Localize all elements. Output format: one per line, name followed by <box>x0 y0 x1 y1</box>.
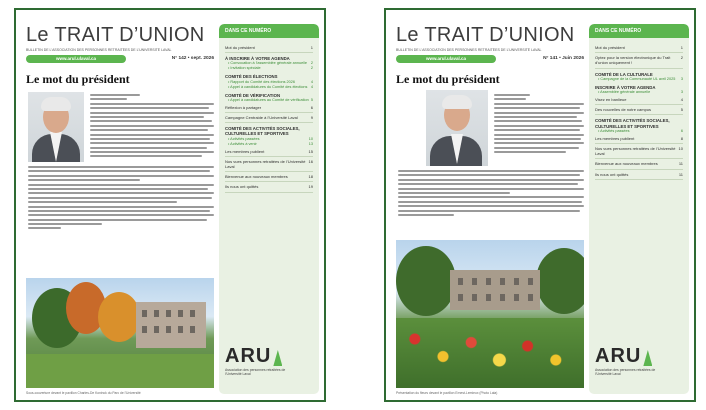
toc-item-page: 2 <box>680 55 683 61</box>
toc-item-page: 5 <box>310 97 313 102</box>
masthead-title: Le TRAIT D’UNION <box>396 24 575 46</box>
toc-item-page: 4 <box>680 97 683 103</box>
toc-item[interactable] <box>595 159 683 169</box>
toc-item-page: 16 <box>308 158 313 164</box>
website-link[interactable]: www.arul.ulaval.ca <box>26 55 126 63</box>
toc-section-heading: COMITÉ DES ÉLECTIONS <box>225 74 278 80</box>
toc-item-label: Visez en banlieue <box>595 97 627 103</box>
toc-item[interactable] <box>595 170 683 180</box>
toc-title: DANS CE NUMÉRO <box>219 24 319 38</box>
toc-item-label: Nos vues personnes retraitées de l’Université Laval <box>595 146 676 157</box>
toc-item[interactable] <box>225 103 313 113</box>
toc-item-label: Nos vues personnes retraitées de l’Université Laval <box>225 158 306 170</box>
toc-item-page: 15 <box>308 148 313 154</box>
toc-list <box>595 43 683 180</box>
toc-item-page: 2 <box>310 61 313 66</box>
toc-item-page: 11 <box>678 171 683 177</box>
toc-section-heading: COMITÉ DE LA CULTURALE <box>595 71 653 77</box>
toc-item-label: • Invitation spéciale <box>228 66 261 71</box>
newsletter-page-141 <box>384 8 696 402</box>
toc-item-label: Les membres publient <box>225 148 265 154</box>
toc-item[interactable] <box>595 144 683 159</box>
logo-tagline: Association des personnes retraitées de l’Université Laval <box>225 368 286 376</box>
president-portrait <box>426 90 488 166</box>
toc-item-page: 13 <box>308 141 313 146</box>
toc-item-label: • Assemblée générale annuelle <box>598 90 651 95</box>
aru-logo <box>595 346 683 382</box>
toc-item-label: Optez pour la version électronique du Trait d’union uniquement ! <box>595 55 671 66</box>
toc-item-page: 3 <box>680 90 683 95</box>
aru-logo <box>225 346 313 382</box>
masthead-title: Le TRAIT D’UNION <box>26 24 205 46</box>
toc-item[interactable] <box>225 172 313 182</box>
toc-item-page: 1 <box>310 45 313 50</box>
article-text-right <box>90 94 214 160</box>
toc-item[interactable] <box>595 134 683 144</box>
toc-section-heading: INSCRIRE À VOTRE AGENDA <box>595 84 656 90</box>
page-headline: Le mot du président <box>396 72 500 86</box>
toc-item-label: Réflexion à partager <box>225 104 262 110</box>
toc-item-page: 5 <box>680 107 683 113</box>
toc-item[interactable] <box>225 113 313 123</box>
toc-item-page: 2 <box>310 66 313 71</box>
toc-item[interactable] <box>595 105 683 115</box>
toc-item-page: 3 <box>680 76 683 81</box>
toc-item-page: 10 <box>308 136 313 141</box>
newsletter-page-142 <box>14 8 326 402</box>
table-of-contents <box>219 24 319 394</box>
toc-item-label: Ils nous ont quittés <box>225 184 259 190</box>
president-portrait <box>28 92 84 162</box>
logo-wordmark: ARU <box>225 345 272 367</box>
issue-number: N° 142 • sept. 2026 <box>171 56 214 61</box>
masthead-subtitle: BULLETIN DE L’ASSOCIATION DES PERSONNES RETRAITÉES DE L’UNIVERSITÉ LAVAL <box>26 48 172 52</box>
toc-section-heading: À INSCRIRE À VOTRE AGENDA <box>225 56 290 62</box>
logo-tagline: Association des personnes retraitées de l’Université Laval <box>595 368 656 376</box>
toc-item-page: 9 <box>310 115 313 121</box>
toc-item-page: 4 <box>310 79 313 84</box>
toc-item-label: • Campagne de la Communauté UL avril 2025 <box>598 76 676 81</box>
toc-item-page: 6 <box>310 104 313 110</box>
leaf-icon <box>643 350 652 366</box>
toc-item-label: • Appel à candidatures au Comité de vérification <box>228 97 309 102</box>
toc-subitem[interactable] <box>225 98 313 103</box>
toc-subitem[interactable] <box>225 66 313 71</box>
toc-section-heading: COMITÉ DES ACTIVITÉS SOCIALES, CULTURELLES ET SPORTIVES <box>595 118 670 129</box>
toc-item-label: • Rapport du Comité des élections 2026 <box>228 79 295 84</box>
toc-list <box>225 43 313 193</box>
photo-caption: Sous-couverture devant le pavillon Charles-De Koninck du Parc de l’Université <box>26 391 141 395</box>
toc-item-label: Mot du président <box>595 45 625 50</box>
toc-item[interactable] <box>595 95 683 105</box>
toc-item-label: • Convocation à l’assemblée générale annuelle <box>228 61 308 66</box>
toc-item-label: • Activités passées <box>598 128 630 133</box>
toc-item-page: 1 <box>680 45 683 50</box>
toc-item-page: 19 <box>308 184 313 190</box>
toc-item[interactable] <box>595 53 683 68</box>
toc-item-label: Ils nous ont quittés <box>595 171 629 177</box>
toc-item-page: 4 <box>310 84 313 89</box>
toc-item-label: Bienvenue aux nouveaux membres <box>225 174 288 180</box>
flowers-photo <box>396 240 584 388</box>
logo-wordmark: ARU <box>595 345 642 367</box>
campus-photo <box>26 278 214 388</box>
toc-title: DANS CE NUMÉRO <box>589 24 689 38</box>
toc-subitem[interactable] <box>225 85 313 90</box>
photo-caption: Présentation du fleurs devant le pavillon Ernest-Lemieux (Photo Lala) <box>396 391 498 395</box>
toc-item-page: 8 <box>680 135 683 141</box>
toc-item-page: 10 <box>678 146 683 152</box>
toc-item-label: Campagne Centraide à l’Université Laval <box>225 115 298 121</box>
issue-number: N° 141 • Juin 2026 <box>543 56 584 61</box>
toc-section-heading: COMITÉ DE VÉRIFICATION <box>225 92 281 98</box>
article-text-full <box>28 166 214 232</box>
toc-item[interactable] <box>225 147 313 157</box>
website-link[interactable]: www.arul.ulaval.ca <box>396 55 496 63</box>
toc-item-page: 18 <box>308 174 313 180</box>
article-text-right <box>494 94 584 155</box>
toc-item-page: 11 <box>678 161 683 167</box>
toc-item-label: Des nouvelles de notre campus <box>595 107 652 113</box>
page-headline: Le mot du président <box>26 72 130 86</box>
toc-item-label: • Appel à candidatures du Comité des élections <box>228 84 308 89</box>
masthead-subtitle: BULLETIN DE L’ASSOCIATION DES PERSONNES RETRAITÉES DE L’UNIVERSITÉ LAVAL <box>396 48 542 52</box>
toc-section-heading: COMITÉ DES ACTIVITÉS SOCIALES, CULTURELLES ET SPORTIVES <box>225 126 300 137</box>
article-text-full <box>398 170 584 218</box>
toc-subitem[interactable] <box>595 77 683 82</box>
toc-item-label: Les membres publient <box>595 135 635 141</box>
toc-item-label: • Activités à venir <box>228 141 257 146</box>
toc-item-label: Bienvenue aux nouveaux membres <box>595 161 658 167</box>
leaf-icon <box>273 350 282 366</box>
table-of-contents <box>589 24 689 394</box>
toc-item-page: 6 <box>680 128 683 133</box>
toc-item[interactable] <box>595 43 683 53</box>
toc-item-label: Mot du président <box>225 45 255 50</box>
toc-item-label: • Activités passées <box>228 136 260 141</box>
toc-item[interactable] <box>225 157 313 172</box>
toc-item[interactable] <box>225 182 313 192</box>
toc-item[interactable] <box>225 43 313 53</box>
